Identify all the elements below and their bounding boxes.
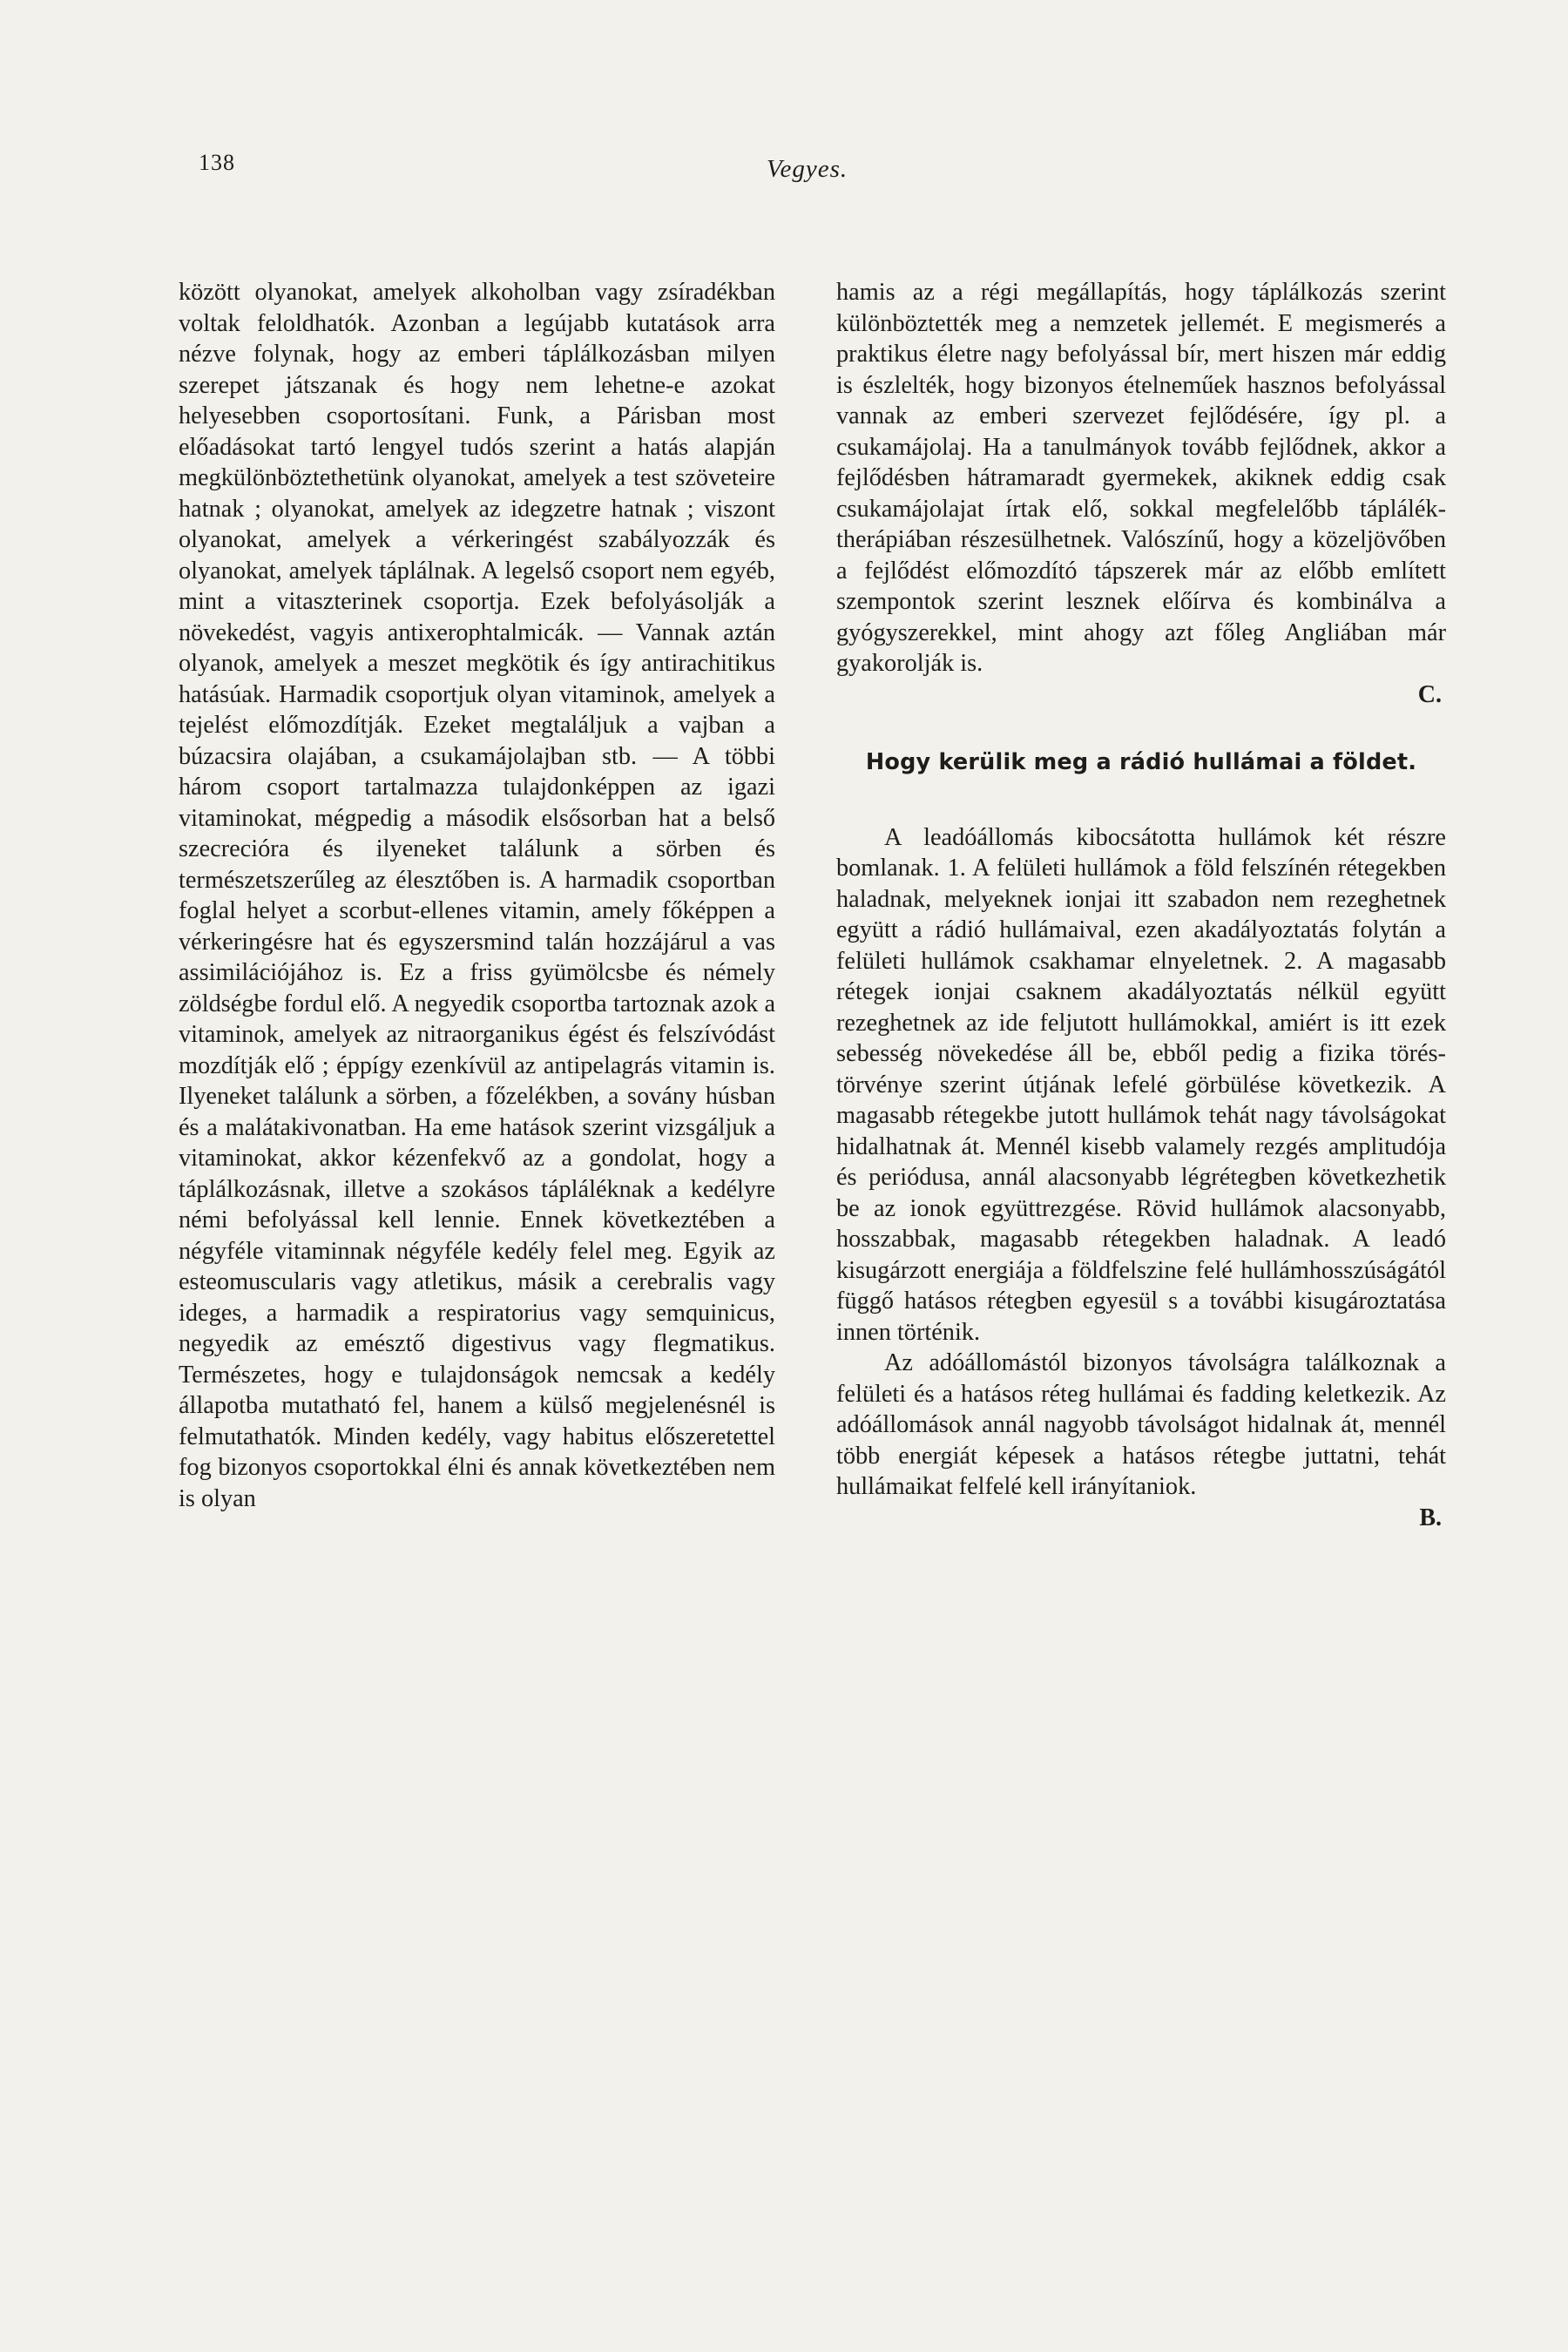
right-paragraph-2: A leadóállomás kibocsátotta hullámok két részre bomlanak. 1. A felületi hullámok a föld felszínén rétegekben haladnak, melyeknek ionjai itt szabadon nem rezeghetnek együtt a rádió hullámaival, ezen akadályoztatás folytán a felületi hullámok csakhamar elnyeletnek. 2. A magasabb rétegek ionjai csaknem akadályoztatás nélkül együtt rezeghetnek az ide feljutott hullámokkal, amiért is itt ezek sebesség növekedése áll be, ebből pedig a fizika törés-törvénye szerint útjának lefelé görbülése következik. A magasabb rétegekbe jutott hullámok tehát nagy távolságokat hidalhatnak át. Mennél kisebb valamely rezgés amplitudója és periódusa, annál alacsonyabb légrétegben következhetik be az ionok együttrezgése. Rövid hullámok alacsonyabb, hosszabbak, magasabb rétegekben haladnak. A leadó kisugárzott energiája a földfelszine felé hullámhosszúságától függő hatásos rétegben egyesül s a további kisugároztatása innen történik. bbox=[836, 823, 1446, 1346]
right-paragraph-3: Az adóállomástól bizonyos távolságra találkoznak a felületi és a hatásos réteg hullámai és fadding keletkezik. Az adóállomások annál nagyobb távolságot hidalnak át, mennél több energiát képesek a hatásos rétegbe juttatni, tehát hullámaikat felfelé kell irányítaniok. bbox=[836, 1349, 1446, 1501]
running-title: Vegyes. bbox=[767, 155, 848, 183]
article-title: Hogy kerülik meg a rádió hullámai a földet. bbox=[865, 748, 1417, 775]
left-paragraph-1: között olyanokat, amelyek alkoholban vagy zsíradékban voltak feloldhatók. Azonban a legújabb kutatások arra nézve folynak, hogy az emberi táplálkozásban milyen szerepet játszanak és hogy nem lehetne-e azokat helyesebben csoportosítani. Funk, a Párisban most előadásokat tartó lengyel tudós szerint a hatás alapján megkülönböztethetünk olyanokat, amelyek a test szöveteire hatnak ; olyanokat, amelyek az idegzetre hatnak ; viszont olyanokat, amelyek a vérkeringést szabályozzák és olyanokat, amelyek táplálnak. A legelső csoport nem egyéb, mint a vitaszterinek csoportja. Ezek befolyásolják a növekedést, vagyis antixerophtalmicák. — Vannak aztán olyanok, amelyek a meszet megkötik és így antirachitikus hatásúak. Harmadik csoportjuk olyan vitaminok, amelyek a tejelést előmozdítják. Ezeket megtaláljuk a vajban a búzacsira olajában, a csukamájolajban stb. — A többi három csoport tartalmazza tulajdonképpen az igazi vitaminokat, mégpedig a második elsősorban hat a belső szecrecióra és ilyeneket találunk a sörben és természetszerűleg az élesztőben is. A harmadik csoportban foglal helyet a scorbut-ellenes vitamin, amely főképpen a vérkeringésre hat és egyszersmind talán hozzájárul a vas assimilációjához is. Ez a friss gyümölcsbe és némely zöldségbe fordul elő. A negyedik csoportba tartoznak azok a vitaminok, amelyek az nitraorganikus égést és felszívódást mozdítják elő ; éppígy ezenkívül az antipelagrás vitamin is. Ilyeneket találunk a sörben, a főzelékben, a sovány húsban és a malátakivonatban. Ha eme hatások szerint vizsgáljuk a vitaminokat, akkor kézenfekvő az a gondolat, hogy a táplálkozásnak, illetve a szokásos tápláléknak a kedélyre némi befolyással kell lennie. Ennek következtében a négyféle vitaminnak négyféle kedély felel meg. Egyik az esteomuscularis vagy atletikus, másik a cerebralis vagy ideges, a harmadik a respiratorius vagy semquinicus, negyedik az emésztő digestivus vagy flegmatikus. Természetes, hogy e tulajdonságok nemcsak a kedély állapotba mutatható fel, hanem a külső megjelenésnél is felmutathatók. Minden kedély, vagy habitus előszeretettel fog bizonyos csoportokkal élni és annak következtében nem is olyan bbox=[179, 279, 775, 1512]
author-signature-2: B. bbox=[1419, 1504, 1442, 1531]
author-signature-1: C. bbox=[1417, 680, 1442, 708]
right-paragraph-1: hamis az a régi megállapítás, hogy táplálkozás szerint különböztették meg a nemzetek jellemét. E megismerés a praktikus életre nagy befolyással bír, mert hiszen már eddig is észlelték, hogy bizonyos ételneműek hasznos befolyással vannak az emberi szervezet fejlődésére, így pl. a csukamájolaj. Ha a tanulmányok tovább fejlődnek, akkor a fejlődésben hátramaradt gyermekek, akiknek eddig csak csukamájolajat írtak elő, sokkal megfelelőbb táplálék-therápiában részesülhetnek. Valószínű, hogy a közeljövőben a fejlődést előmozdító tápszerek már az előbb említett szempontok szerint lesznek előírva és kombinálva a gyógyszerekkel, mint ahogy azt főleg Angliában már gyakorolják is. bbox=[836, 279, 1446, 677]
page-number: 138 bbox=[199, 150, 235, 175]
right-column bbox=[836, 277, 1446, 1533]
left-column bbox=[179, 277, 775, 1514]
